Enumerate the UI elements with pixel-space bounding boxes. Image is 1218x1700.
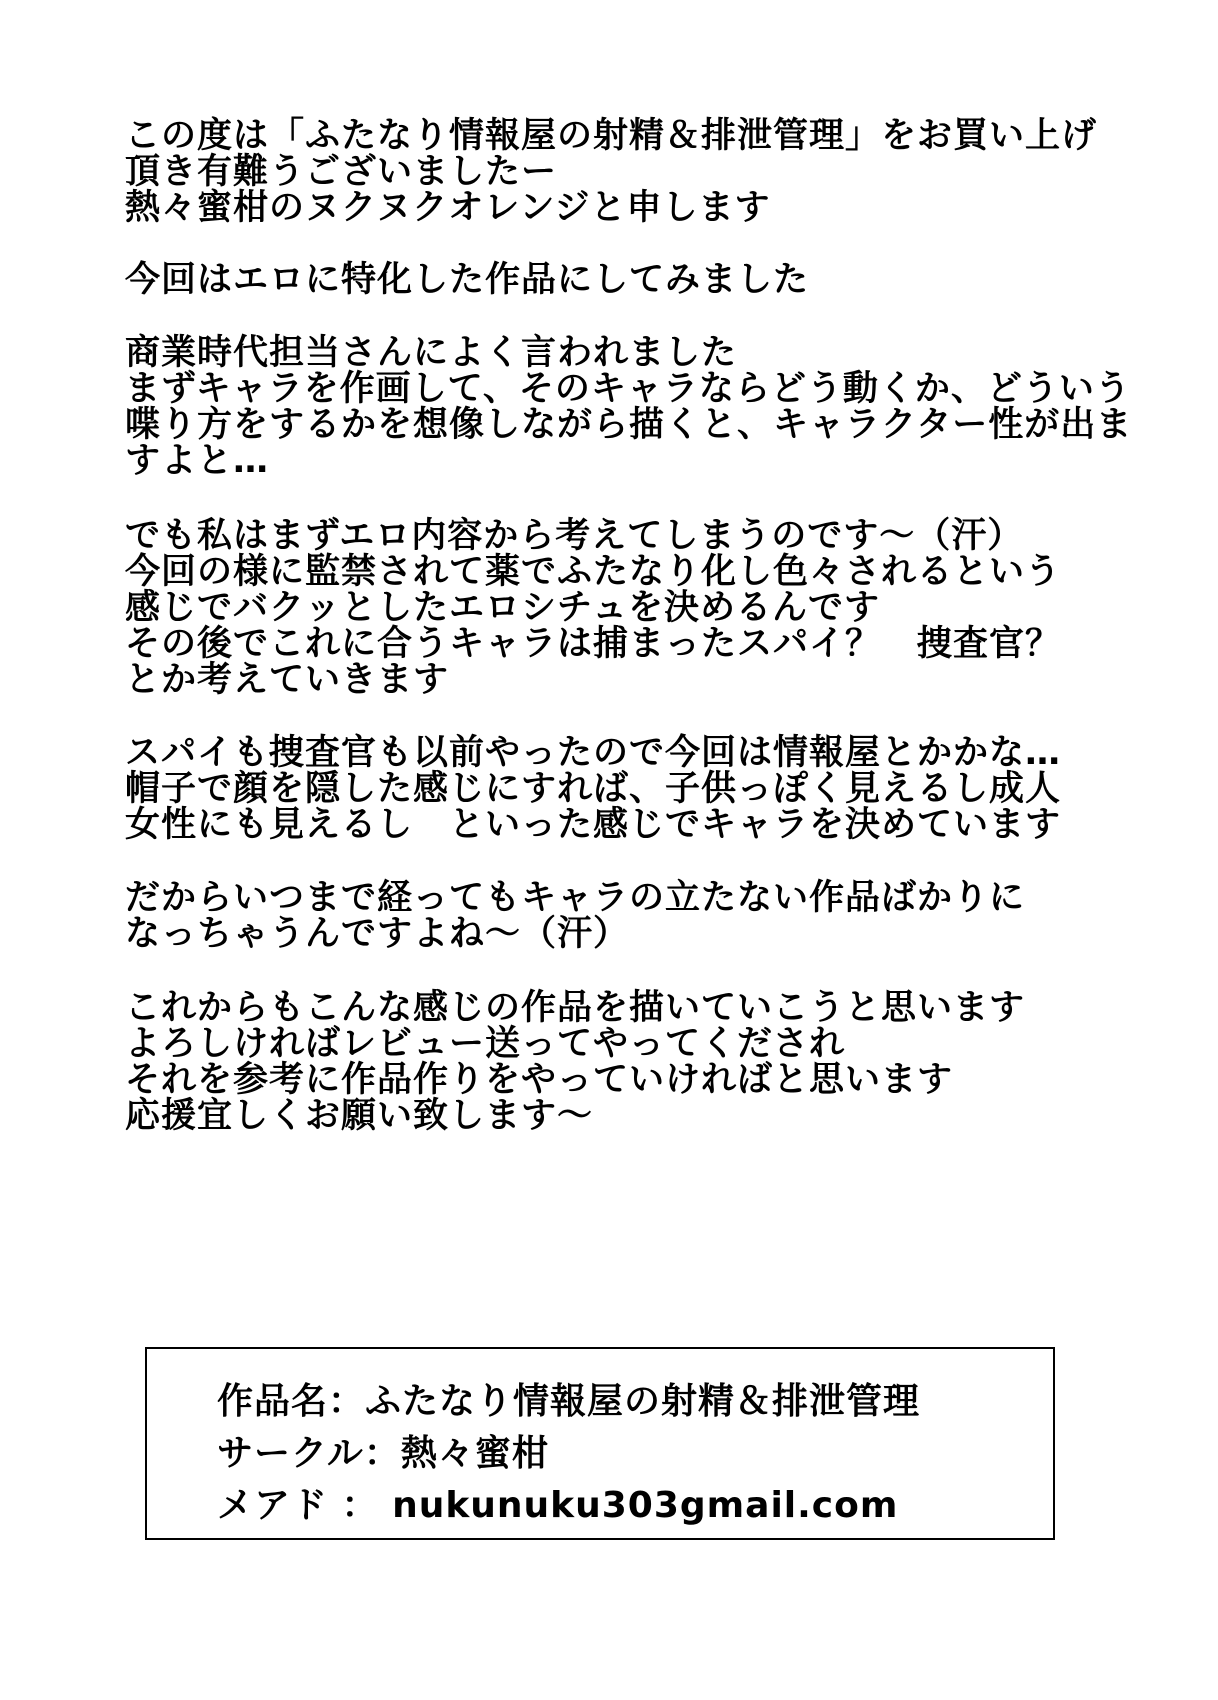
text-line: なっちゃうんですよね～（汗） [125, 914, 630, 954]
text-line: 喋り方をするかを想像しながら描くと、キャラクター性が出ま [125, 405, 1133, 445]
text-line: これからもこんな感じの作品を描いていこうと思います [125, 988, 1026, 1028]
text-line: だからいつまで経ってもキャラの立たない作品ばかりに [125, 878, 1026, 918]
paragraph-theme [125, 262, 809, 298]
text-line: 女性にも見えるし といった感じでキャラを決めています [125, 805, 1062, 845]
text-line: その後でこれに合うキャラは捕まったスパイ？ 捜査官？ [125, 624, 1062, 664]
paragraph-advice [125, 335, 1132, 479]
text-line: 熱々蜜柑のヌクヌクオレンジと申します [125, 188, 771, 228]
text-line: スパイも捜査官も以前やったので今回は情報屋とかかな… [125, 733, 1062, 773]
text-line: とか考えていきます [125, 660, 450, 700]
work-title: 作品名：ふたなり情報屋の射精＆排泄管理 [217, 1381, 921, 1422]
text-line: すよと… [125, 441, 270, 481]
text-line: 商業時代担当さんによく言われました [125, 333, 738, 373]
paragraph-greeting [125, 118, 1097, 226]
text-line: 頂き有難うございましたー [125, 152, 558, 192]
paragraph-character [125, 735, 1061, 843]
text-line: でも私はまずエロ内容から考えてしまうのです～（汗） [125, 516, 1024, 556]
text-line: 今回はエロに特化した作品にしてみました [125, 260, 810, 300]
text-line: 応援宜しくお願い致します～ [125, 1096, 594, 1136]
paragraph-reflection [125, 880, 1025, 952]
email-address[interactable]: メアド ： nukunuku303gmail.com [217, 1485, 899, 1526]
paragraph-process [125, 518, 1061, 698]
text-line: それを参考に作品作りをやっていければと思います [125, 1060, 954, 1100]
circle-name: サークル：熱々蜜柑 [217, 1433, 549, 1474]
text-line: 感じでバクッとしたエロシチュを決めるんです [125, 588, 880, 628]
paragraph-closing [125, 990, 1025, 1134]
work-info-box [145, 1347, 1055, 1540]
text-line: 今回の様に監禁されて薬でふたなり化し色々されるという [125, 552, 1062, 592]
text-line: 帽子で顔を隠した感じにすれば、子供っぽく見えるし成人 [125, 769, 1062, 809]
text-line: この度は「ふたなり情報屋の射精＆排泄管理」をお買い上げ [125, 116, 1098, 156]
text-line: まずキャラを作画して、そのキャラならどう動くか、どういう [125, 369, 1131, 409]
text-line: よろしければレビュー送ってやってくだされ [125, 1024, 846, 1064]
